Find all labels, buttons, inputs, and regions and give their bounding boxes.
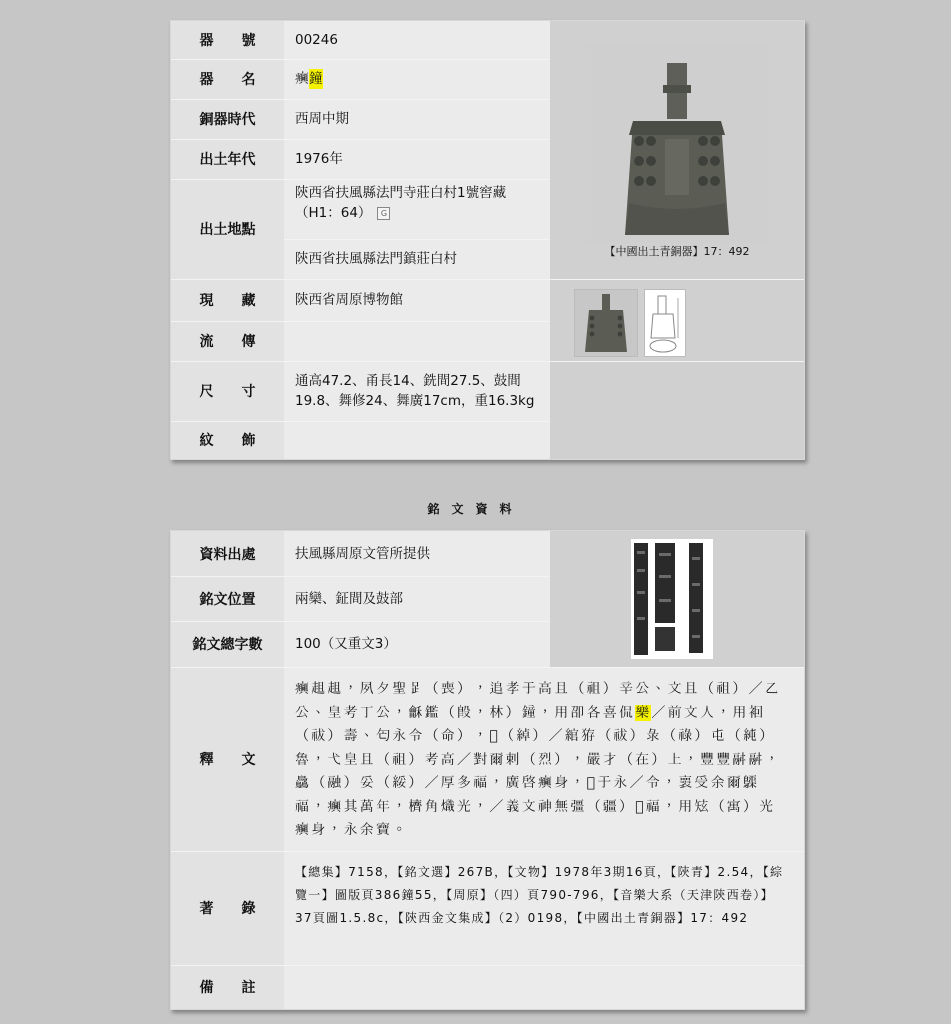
transcription-text: 𤼈趄趄，夙夕聖𧾷（喪），追孝于高且（祖）辛公、文且（祖）／乙公、皇考丁公，龢鑑（𣪘，林）鐘，用卲各喜侃樂／前文人，用𧙊（祓）壽、匄永令（命），𩈪（綽）／綰𤞐（祓）彔（祿）屯（純）魯，弋皇且（祖）考高／對爾剌（烈），嚴才（在）上，豐豐𩰫𩰫，𪈼（融）妥（綏）／厚多福，廣啟𤼈身，𠘧于永／令，褱受余爾𪆫福，𤼈其萬年，櫅角熾光，／義文神無彊（疆）𩾉福，用𥎸（寓）光𤼈身，永余寶。	[295, 681, 781, 838]
gallery-icon[interactable]: G	[377, 207, 390, 220]
value-serial: 00246	[295, 32, 338, 48]
value-excavation-site-1: 陝西省扶風縣法門寺莊白村1號窖藏（H1：64） G	[295, 185, 507, 221]
inscription-rubbing-image[interactable]	[631, 539, 713, 659]
label-inscription-position: 銘文位置	[199, 591, 256, 608]
info-panel	[170, 20, 805, 460]
value-period: 西周中期	[295, 111, 349, 127]
highlighted-term: 鐘	[309, 71, 323, 87]
value-provenance	[295, 321, 545, 361]
value-decoration	[295, 421, 545, 459]
label-bibliography: 著 錄	[199, 901, 256, 917]
label-excavation-year: 出土年代	[199, 152, 256, 168]
thumbnail-photo[interactable]	[574, 289, 638, 357]
label-provenance: 流 傳	[199, 334, 256, 350]
label-decoration: 紋 飾	[199, 433, 256, 449]
section-title: 銘文資料	[427, 502, 524, 516]
label-remarks: 備 註	[199, 980, 256, 996]
thumbnail-drawing[interactable]	[644, 289, 686, 357]
label-period: 銅器時代	[199, 112, 256, 128]
value-excavation-site-2: 陝西省扶風縣法門鎮莊白村	[295, 251, 457, 267]
label-name: 器 名	[199, 72, 256, 88]
value-dimensions: 通高47.2、甬長14、銑間27.5、鼓間19.8、舞修24、舞廣17cm，重16.3kg	[295, 373, 535, 409]
value-remarks	[295, 965, 545, 1009]
bell-photo[interactable]	[585, 43, 769, 243]
label-collection: 現 藏	[199, 293, 256, 309]
label-source: 資料出處	[199, 546, 256, 563]
value-name	[295, 59, 545, 99]
value-char-count: 100（又重文3）	[295, 636, 397, 652]
label-char-count: 銘文總字數	[192, 637, 263, 653]
label-excavation-site: 出土地點	[199, 222, 256, 238]
value-inscription-position: 兩欒、鉦間及鼓部	[295, 590, 403, 607]
highlighted-term: 樂	[635, 704, 652, 721]
inscription-panel	[170, 530, 805, 1010]
label-dimensions: 尺 寸	[199, 384, 256, 400]
label-transcription: 釋 文	[199, 752, 256, 768]
label-serial: 器 號	[199, 33, 256, 49]
value-excavation-year: 1976年	[295, 151, 343, 167]
image-caption: 【中國出土青銅器】17：492	[604, 245, 750, 258]
bibliography-text: 【總集】7158，【銘文選】267B，【文物】1978年3期16頁，【陝青】2.54，【綜覽一】圖版頁386鐘55，【周原】（四）頁790-796，【音樂大系（天津陝西卷）】37頁圖1.5.8c，【陝西金文集成】（2）0198，【中國出土青銅器】17：492	[295, 865, 784, 925]
rare-glyph: 𤼈	[295, 71, 309, 87]
value-collection: 陝西省周原博物館	[295, 292, 403, 308]
value-source: 扶風縣周原文管所提供	[295, 545, 430, 562]
